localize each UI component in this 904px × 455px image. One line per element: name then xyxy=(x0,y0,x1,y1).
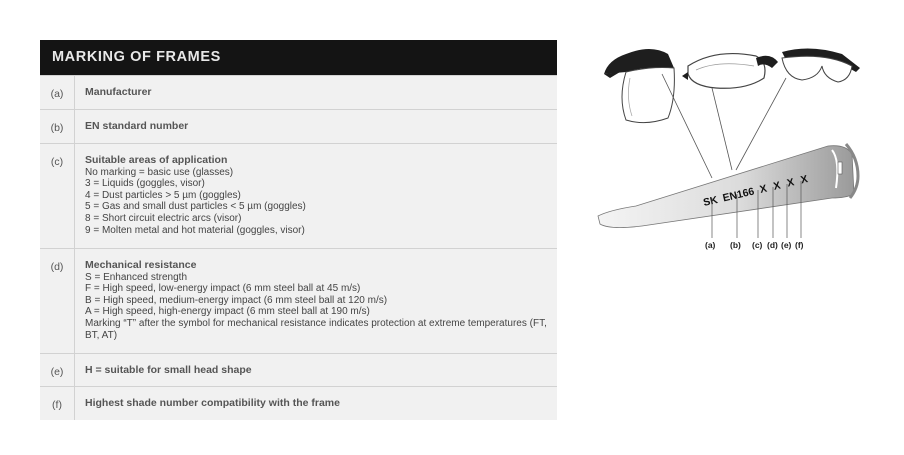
row-heading: Mechanical resistance xyxy=(85,259,197,271)
goggles-icon xyxy=(682,54,778,89)
pointer-lines xyxy=(662,74,786,178)
table-title: MARKING OF FRAMES xyxy=(40,40,557,75)
callout-label-b: (b) xyxy=(730,240,741,250)
row-line: A = High speed, high-energy impact (6 mm steel ball at 190 m/s) xyxy=(85,306,370,318)
table-row-d xyxy=(40,248,557,353)
row-letter: (d) xyxy=(40,249,75,353)
row-heading: Manufacturer xyxy=(85,86,152,98)
row-letter: (b) xyxy=(40,110,75,143)
marking-f: X xyxy=(799,173,810,187)
marking-manufacturer: SK xyxy=(702,193,719,209)
row-content xyxy=(75,249,557,353)
row-line: Marking “T” after the symbol for mechanical resistance indicates protection at extreme temperatures (FT, BT, AT) xyxy=(85,317,550,341)
row-line: 5 = Gas and small dust particles < 5 µm (goggles) xyxy=(85,201,306,213)
visor-icon xyxy=(604,49,674,123)
table-row-c xyxy=(40,143,557,248)
row-line: No marking = basic use (glasses) xyxy=(85,166,234,178)
callout-label-f: (f) xyxy=(795,240,804,250)
callout-label-d: (d) xyxy=(767,240,778,250)
row-heading: Suitable areas of application xyxy=(85,154,228,166)
marking-e: X xyxy=(785,176,796,190)
row-line: 3 = Liquids (goggles, visor) xyxy=(85,178,205,190)
temple-arm xyxy=(598,144,858,228)
row-letter: (a) xyxy=(40,76,75,109)
callout-label-e: (e) xyxy=(781,240,792,250)
eyewear-marking-illustration xyxy=(596,38,866,258)
row-line: B = High speed, medium-energy impact (6 mm steel ball at 120 m/s) xyxy=(85,294,388,306)
row-content xyxy=(75,144,557,248)
row-line: 9 = Molten metal and hot material (goggles, visor) xyxy=(85,224,305,236)
row-content xyxy=(75,110,557,143)
row-letter: (e) xyxy=(40,354,75,386)
row-line: S = Enhanced strength xyxy=(85,271,188,283)
table-row-f xyxy=(40,386,557,420)
table-row-b xyxy=(40,109,557,143)
row-heading: Highest shade number compatibility with the frame xyxy=(85,397,340,409)
row-line: 4 = Dust particles > 5 µm (goggles) xyxy=(85,189,241,201)
row-letter: (c) xyxy=(40,144,75,248)
marking-c: X xyxy=(758,182,769,196)
glasses-icon xyxy=(782,48,860,82)
row-line: 8 = Short circuit electric arcs (visor) xyxy=(85,212,242,224)
row-letter: (f) xyxy=(40,387,75,420)
marking-standard: EN166 xyxy=(721,185,756,205)
row-content xyxy=(75,76,557,109)
callout-labels xyxy=(705,240,804,250)
row-heading: EN standard number xyxy=(85,120,189,132)
row-content xyxy=(75,354,557,386)
marking-d: X xyxy=(772,179,782,193)
row-content xyxy=(75,387,557,420)
marking-table xyxy=(40,40,557,420)
row-heading: H = suitable for small head shape xyxy=(85,364,252,376)
table-row-e xyxy=(40,353,557,386)
callout-label-c: (c) xyxy=(752,240,763,250)
callout-label-a: (a) xyxy=(705,240,716,250)
table-row-a xyxy=(40,75,557,109)
row-line: F = High speed, low-energy impact (6 mm steel ball at 45 m/s) xyxy=(85,283,361,295)
